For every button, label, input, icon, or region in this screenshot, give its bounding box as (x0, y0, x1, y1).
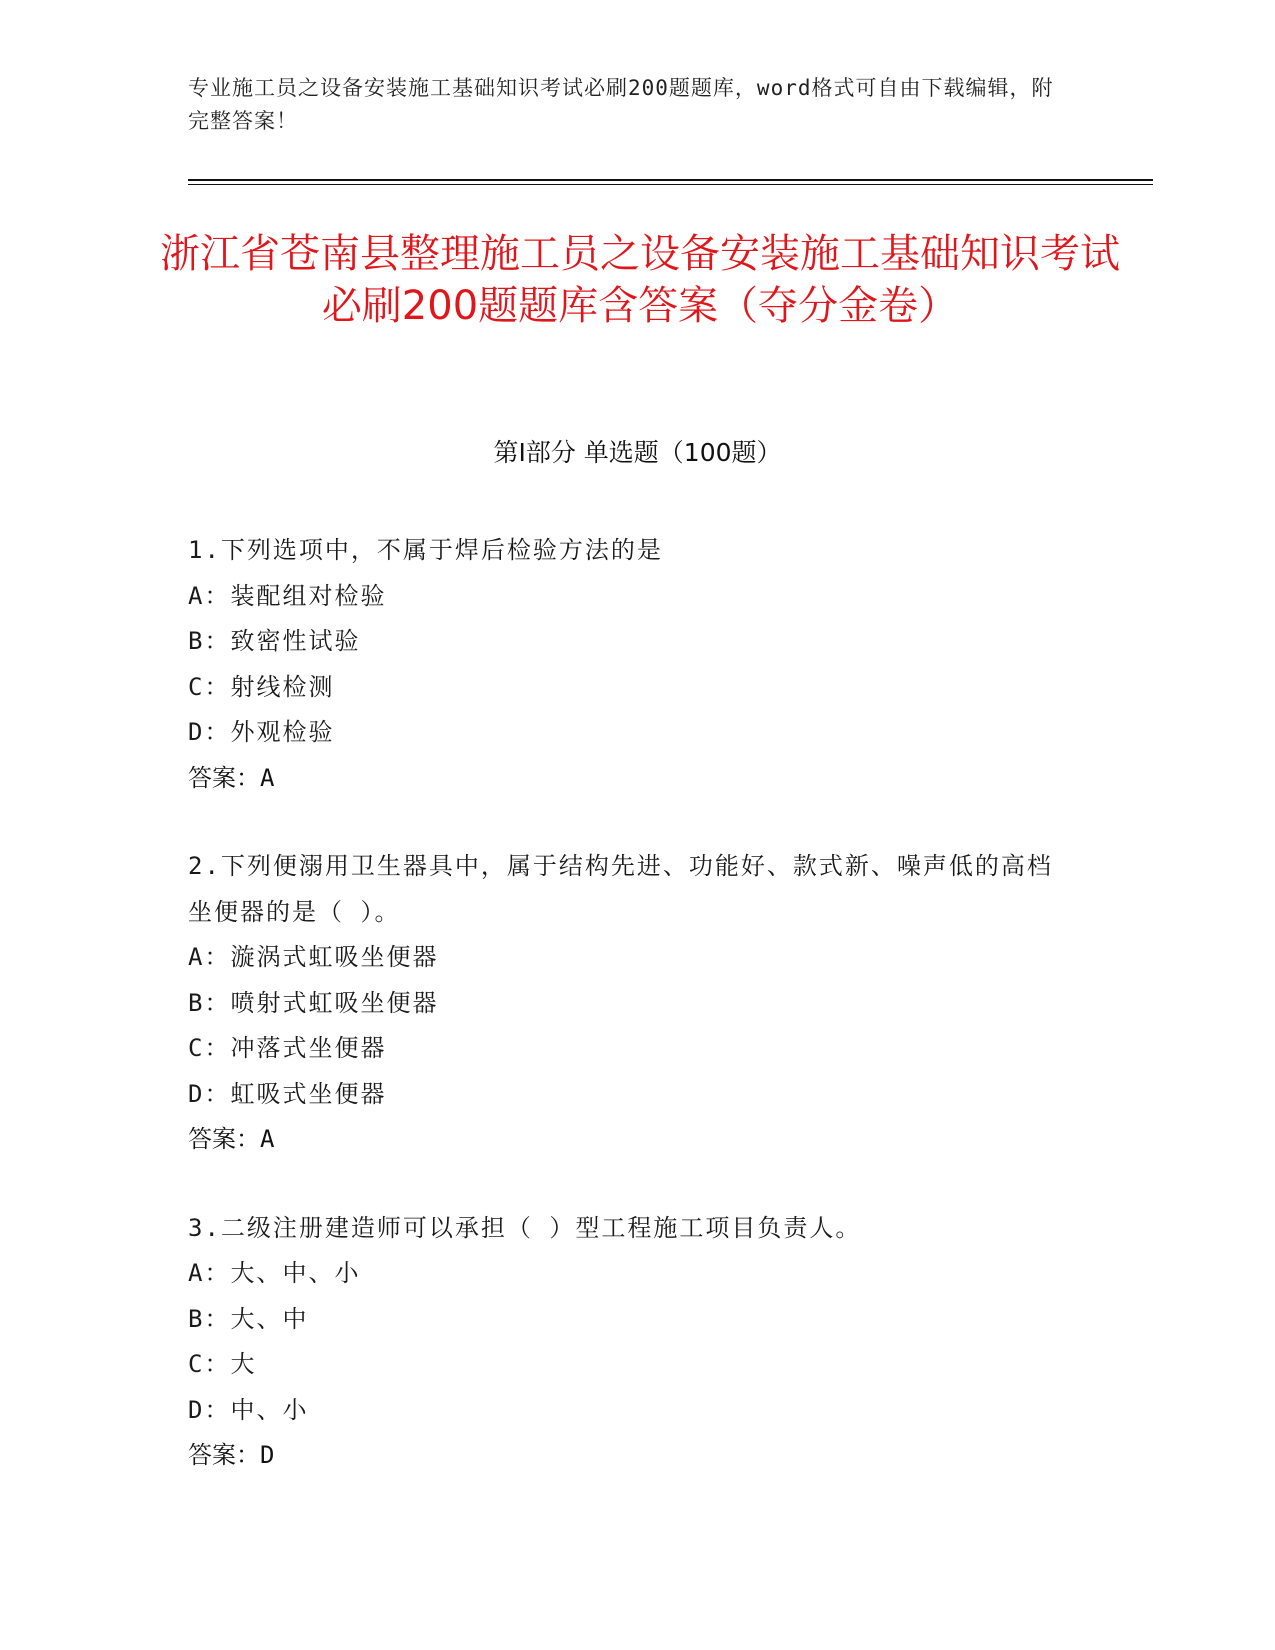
question-1 (188, 528, 1088, 801)
option-d: D：中、小 (188, 1395, 309, 1424)
option-d: D：虹吸式坐便器 (188, 1079, 387, 1108)
question-list (188, 528, 1088, 1522)
option-b: B：喷射式虹吸坐便器 (188, 988, 439, 1017)
question-stem: 3.二级注册建造师可以承担（ ）型工程施工项目负责人。 (188, 1213, 862, 1242)
answer-line (188, 1433, 1088, 1479)
answer-line (188, 1117, 1088, 1163)
section-title: 第Ⅰ部分 单选题（100题） (493, 438, 782, 467)
question-3 (188, 1206, 1088, 1479)
header-rule-thin (188, 184, 1153, 185)
question-stem: 2.下列便溺用卫生器具中，属于结构先进、功能好、款式新、噪声低的高档坐便器的是（ ）。 (188, 852, 1053, 926)
header-note: 专业施工员之设备安装施工基础知识考试必刷200题题库，word格式可自由下载编辑，附完整答案！ (188, 76, 1054, 133)
option-c: C：射线检测 (188, 672, 335, 701)
question-2 (188, 844, 1088, 1163)
question-stem: 1.下列选项中，不属于焊后检验方法的是 (188, 536, 663, 564)
option-a: A：大、中、小 (188, 1259, 361, 1287)
answer-label: 答案： (188, 1125, 260, 1153)
option-d: D：外观检验 (188, 718, 335, 746)
header-rule-thick (188, 179, 1153, 181)
answer-value: D (260, 1441, 275, 1469)
answer-value: A (260, 763, 275, 792)
answer-value: A (260, 1125, 275, 1153)
answer-label: 答案： (188, 763, 260, 792)
answer-label: 答案： (188, 1441, 260, 1469)
option-c: C：冲落式坐便器 (188, 1034, 387, 1062)
option-c: C：大 (188, 1350, 257, 1378)
option-a: A：漩涡式虹吸坐便器 (188, 943, 439, 971)
document-title: 浙江省苍南县整理施工员之设备安装施工基础知识考试必刷200题题库含答案（夺分金卷） (160, 231, 1120, 329)
option-a: A：装配组对检验 (188, 581, 387, 610)
answer-line (188, 756, 1088, 802)
option-b: B：大、中 (188, 1304, 309, 1333)
option-b: B：致密性试验 (188, 627, 361, 655)
